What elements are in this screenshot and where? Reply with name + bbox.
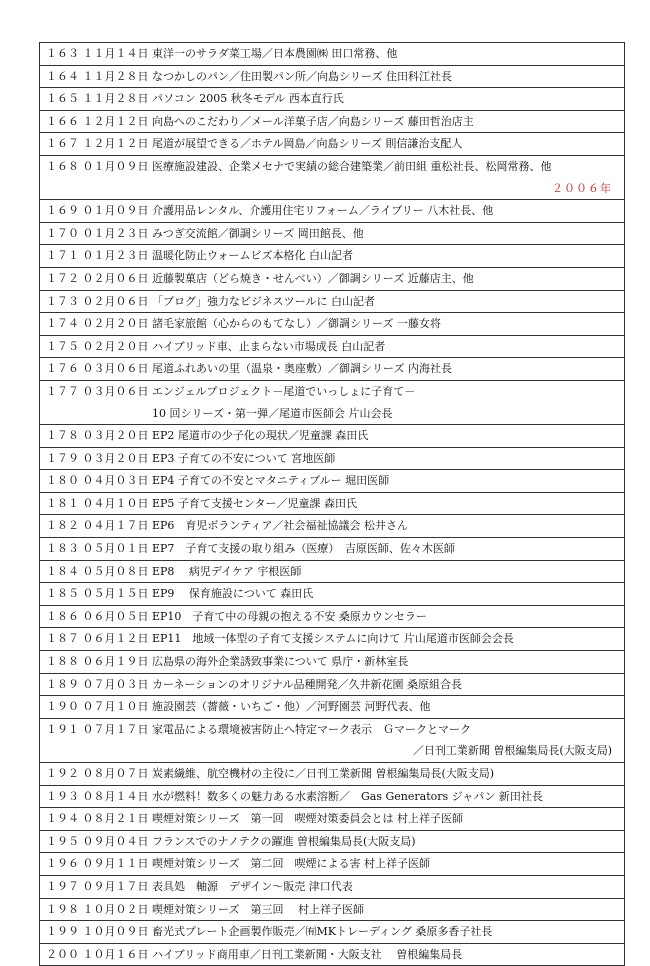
entry-text: 温暖化防止ウォームビズ本格化 白山記者 [152, 249, 354, 263]
table-row [40, 88, 625, 111]
entry-text: 水が燃料！数多くの魅力ある水素溶断／ Gas Generators ジャパン 新田社長 [152, 789, 543, 803]
entry-cell [40, 898, 625, 921]
entry-text: EP10 子育て中の母親の抱える不安 桑原カウンセラー [152, 609, 427, 623]
entry-line [46, 425, 624, 447]
entry-cell [40, 65, 625, 88]
entry-number: １７２ [46, 271, 79, 285]
entry-date: ０３月２０日 [82, 451, 149, 465]
entry-number: １８７ [46, 632, 79, 646]
entry-cell [40, 830, 625, 853]
table-row [40, 380, 625, 424]
table-row [40, 470, 625, 493]
entry-date: ０９月１７日 [82, 879, 149, 893]
entry-number: １７３ [46, 294, 79, 308]
entry-number: １９４ [46, 812, 79, 826]
entry-date: ０６月０５日 [82, 609, 149, 623]
entry-line [46, 358, 624, 380]
entry-cell [40, 470, 625, 493]
entry-line [46, 763, 624, 785]
entry-line [46, 133, 624, 155]
entry-text: なつかしのパン／住田製パン所／向島シリーズ 住田科江社長 [152, 69, 452, 83]
entry-line [46, 921, 624, 943]
entry-date: １１月１４日 [82, 47, 149, 60]
entry-cell [40, 492, 625, 515]
entry-cell [40, 43, 625, 66]
table-row [40, 358, 625, 381]
entry-line [46, 470, 624, 492]
entry-line [46, 448, 624, 470]
table-row [40, 875, 625, 898]
entry-cell [40, 560, 625, 583]
entry-number: ２００ [46, 947, 79, 961]
entry-number: １６４ [46, 69, 79, 83]
entry-cell [40, 222, 625, 245]
entry-number: １７１ [46, 249, 79, 263]
table-row [40, 853, 625, 876]
table-row [40, 267, 625, 290]
entry-line [46, 628, 624, 650]
entry-cell [40, 245, 625, 268]
entry-number: １７４ [46, 317, 79, 331]
entry-date: １１月２８日 [82, 92, 149, 106]
entry-cell [40, 651, 625, 674]
table-row [40, 155, 625, 199]
entry-cell [40, 538, 625, 561]
entry-text: EP9 保育施設について 森田氏 [152, 587, 314, 601]
entry-text: フランスでのナノテクの躍進 曽根編集局長(大阪支局) [152, 834, 416, 848]
entry-date: １０月０２日 [82, 902, 149, 916]
table-row [40, 447, 625, 470]
entry-date: ０８月２１日 [82, 812, 149, 826]
entry-number: １８１ [46, 496, 79, 510]
table-row [40, 65, 625, 88]
entry-text: EP7 子育て支援の取り組み（医療） 吉原医師、佐々木医師 [152, 542, 455, 556]
table-row [40, 492, 625, 515]
entry-cell [40, 853, 625, 876]
entry-text: EP8 病児デイケア 宇根医師 [152, 564, 302, 578]
entry-number: １６７ [46, 137, 79, 151]
table-row [40, 921, 625, 944]
entry-text: 広島県の海外企業誘致事業について 県庁・新林室長 [152, 655, 409, 669]
entry-line [46, 493, 624, 515]
entry-number: １８６ [46, 609, 79, 623]
table-row [40, 696, 625, 719]
entry-line [46, 696, 624, 718]
entry-line [46, 291, 624, 313]
entry-line [46, 674, 624, 696]
entry-line [46, 313, 624, 335]
entry-cell [40, 605, 625, 628]
entry-cell [40, 88, 625, 111]
entry-date: ０３月２０日 [82, 429, 149, 443]
entry-number: １７６ [46, 362, 79, 376]
entry-number: １６９ [46, 204, 79, 218]
entry-line [46, 66, 624, 88]
entry-date: ０３月０６日 [82, 384, 149, 398]
entry-number: １８５ [46, 587, 79, 601]
entry-cell [40, 718, 625, 762]
entry-cell [40, 583, 625, 606]
table-row [40, 43, 625, 66]
entry-date: ０２月０６日 [82, 271, 149, 285]
table-row [40, 605, 625, 628]
table-row [40, 763, 625, 786]
entry-line [46, 381, 624, 403]
table-row [40, 200, 625, 223]
entry-date: ０３月０６日 [82, 362, 149, 376]
table-row [40, 583, 625, 606]
entry-cell [40, 313, 625, 336]
entry-cell [40, 943, 625, 966]
table-row [40, 673, 625, 696]
entry-date: ０８月１４日 [82, 789, 149, 803]
entry-line [46, 831, 624, 853]
entry-text: 表具処 軸源 デザイン～販売 津口代表 [152, 879, 353, 893]
entry-text: ハイブリッド車、止まらない市場成長 白山記者 [152, 339, 386, 353]
entry-cell [40, 921, 625, 944]
entry-text: 家電品による環境被害防止へ特定マーク表示 Ｇマークとマーク [152, 722, 471, 736]
table-row [40, 222, 625, 245]
entry-text: 東洋一のサラダ菜工場／日本農園㈱ 田口常務、他 [152, 47, 398, 60]
entry-text: 「ブログ」強力なビジネスツールに 白山記者 [152, 294, 375, 308]
entry-number: １９７ [46, 879, 79, 893]
entry-cell [40, 628, 625, 651]
entry-cell [40, 673, 625, 696]
entry-line [46, 583, 624, 605]
document-page [39, 42, 625, 966]
entry-text: 喫煙対策シリーズ 第一回 喫煙対策委員会とは 村上祥子医師 [152, 812, 463, 826]
entry-text: 尾道が展望できる／ホテル岡島／向島シリーズ 則信謙治支配人 [152, 137, 463, 151]
entry-text: 介護用品レンタル、介護用住宅リフォーム／ライブリー 八木社長、他 [152, 204, 494, 218]
entry-number: １７７ [46, 384, 79, 398]
entry-date: ０５月０１日 [82, 542, 149, 556]
table-row [40, 425, 625, 448]
entry-text: 諸毛家旅館（心からのもてなし）／御調シリーズ 一藤女将 [152, 317, 441, 331]
entry-number: １９９ [46, 925, 79, 939]
year-marker: ２００６年 [552, 181, 612, 195]
table-row [40, 808, 625, 831]
entry-continuation: ／日刊工業新聞 曽根編集局長(大阪支局) [412, 744, 612, 758]
entry-date: ０４月１７日 [82, 519, 149, 533]
entry-date: ０５月０８日 [82, 564, 149, 578]
entry-date: ０９月０４日 [82, 834, 149, 848]
entry-number: １７９ [46, 451, 79, 465]
table-row [40, 830, 625, 853]
entry-line [46, 111, 624, 133]
entry-text: EP11 地域一体型の子育て支援システムに向けて 片山尾道市医師会会長 [152, 632, 514, 646]
entry-line [46, 561, 624, 583]
entry-number: １６５ [46, 92, 79, 106]
entry-cell [40, 290, 625, 313]
entry-line [46, 606, 624, 628]
entry-cell [40, 155, 625, 199]
entry-date: ０７月０３日 [82, 677, 149, 691]
entry-text: 近藤製菓店（どら焼き・せんべい）／御調シリーズ 近藤店主、他 [152, 271, 474, 285]
table-row [40, 560, 625, 583]
table-row [40, 515, 625, 538]
entry-date: ０６月１２日 [82, 632, 149, 646]
entry-line [46, 268, 624, 290]
entry-line [46, 538, 624, 560]
entry-date: ０７月１７日 [82, 722, 149, 736]
table-row [40, 943, 625, 966]
entry-number: １６６ [46, 114, 79, 128]
entry-cell [40, 133, 625, 156]
entry-text: カーネーションのオリジナル品種開発／久井新花園 桑原組合長 [152, 677, 462, 691]
entry-text: パソコン 2005 秋冬モデル 西本直行氏 [152, 92, 344, 106]
entry-number: １９３ [46, 789, 79, 803]
entry-text: 医療施設建設、企業メセナで実績の総合建築業／前田組 重松社長、松岡常務、他 [152, 159, 552, 173]
entry-number: １７０ [46, 226, 79, 240]
entry-date: ０７月１０日 [82, 700, 149, 714]
table-row [40, 898, 625, 921]
table-row [40, 290, 625, 313]
entry-date: １２月１２日 [82, 137, 149, 151]
entry-line [46, 876, 624, 898]
entry-date: ０６月１９日 [82, 655, 149, 669]
entry-date: ０８月０７日 [82, 767, 149, 780]
entry-cell [40, 110, 625, 133]
entry-date: ０１月２３日 [82, 249, 149, 263]
table-row [40, 785, 625, 808]
entry-date: ０４月１０日 [82, 496, 149, 510]
entry-cell [40, 425, 625, 448]
entry-line [46, 245, 624, 267]
entry-text: 喫煙対策シリーズ 第二回 喫煙による害 村上祥子医師 [152, 857, 430, 871]
entry-line [46, 808, 624, 830]
table-row [40, 335, 625, 358]
entry-date: １０月１６日 [82, 947, 149, 961]
entry-line [46, 88, 624, 110]
entry-text: ハイブリッド商用車／日刊工業新聞・大阪支社 曽根編集局長 [152, 947, 463, 961]
entry-cell [40, 335, 625, 358]
entry-number: １８９ [46, 677, 79, 691]
entry-cell [40, 875, 625, 898]
entry-line [46, 899, 624, 921]
entry-date: ０２月２０日 [82, 317, 149, 331]
table-row [40, 110, 625, 133]
entry-date: ０５月１５日 [82, 587, 149, 601]
entry-cell [40, 515, 625, 538]
entry-text: EP6 育児ボランティア／社会福祉協議会 松井さん [152, 519, 409, 533]
entry-number: １８２ [46, 519, 79, 533]
entry-text: 尾道ふれあいの里（温泉・奥座敷）／御調シリーズ 内海社長 [152, 362, 452, 376]
entry-number: １９６ [46, 857, 79, 871]
entry-date: ０４月０３日 [82, 474, 149, 488]
entry-date: １２月１２日 [82, 114, 149, 128]
entry-text: EP2 尾道市の少子化の現状／児童課 森田氏 [152, 429, 369, 443]
entry-number: １６８ [46, 159, 79, 173]
entry-number: １９０ [46, 700, 79, 714]
entry-number: １７５ [46, 339, 79, 353]
article-log-table [39, 42, 625, 966]
entry-number: １９５ [46, 834, 79, 848]
entry-cell [40, 267, 625, 290]
entry-number: １８４ [46, 564, 79, 578]
entry-date: １１月２８日 [82, 69, 149, 83]
entry-number: １８８ [46, 655, 79, 669]
entry-line [46, 853, 624, 875]
entry-number: １６３ [46, 47, 79, 60]
entry-text: 畜光式プレート企画製作販売／㈲MKトレーディング 桑原多香子社長 [152, 925, 493, 939]
entry-number: １７８ [46, 429, 79, 443]
entry-cell [40, 696, 625, 719]
entry-line [46, 515, 624, 537]
table-row [40, 651, 625, 674]
table-row [40, 718, 625, 762]
table-row [40, 538, 625, 561]
entry-number: １９１ [46, 722, 79, 736]
table-row [40, 133, 625, 156]
entry-date: ０９月１１日 [82, 857, 149, 871]
entry-number: １９２ [46, 767, 79, 780]
table-row [40, 628, 625, 651]
entry-text: みつぎ交流館／御調シリーズ 岡田館長、他 [152, 226, 364, 240]
table-row [40, 313, 625, 336]
table-row [40, 245, 625, 268]
entry-text: 施設園芸（薔薇・いちご・他）／河野園芸 河野代表、他 [152, 700, 431, 714]
entry-text: EP4 子育ての不安とマタニティブルー 堀田医師 [152, 474, 390, 488]
entry-line [46, 336, 624, 358]
entry-date: ０１月２３日 [82, 226, 149, 240]
entry-cell [40, 358, 625, 381]
entry-text: 喫煙対策シリーズ 第三回 村上祥子医師 [152, 902, 364, 916]
entry-cell [40, 785, 625, 808]
entry-cell [40, 380, 625, 424]
entry-line [46, 200, 624, 222]
entry-number: １９８ [46, 902, 79, 916]
entry-text: 向島へのこだわり／メール洋菓子店／向島シリーズ 藤田哲治店主 [152, 114, 474, 128]
entry-line [46, 43, 624, 65]
entry-number: １８３ [46, 542, 79, 556]
entry-date: ０２月２０日 [82, 339, 149, 353]
entry-cell [40, 763, 625, 786]
entry-line [46, 786, 624, 808]
entry-line [46, 944, 624, 966]
entry-cell [40, 447, 625, 470]
entry-line [46, 156, 624, 178]
entry-continuation: 10 回シリーズ・第一弾／尾道市医師会 片山会長 [152, 406, 393, 420]
entry-line [46, 651, 624, 673]
entry-number: １８０ [46, 474, 79, 488]
entry-date: ０１月０９日 [82, 204, 149, 218]
entry-date: １０月０９日 [82, 925, 149, 939]
entry-text: 炭素繊維、航空機材の主役に／日刊工業新聞 曽根編集局長(大阪支局) [152, 767, 495, 780]
entry-line [46, 719, 624, 741]
entry-cell [40, 808, 625, 831]
entry-text: EP5 子育て支援センター／児童課 森田氏 [152, 496, 357, 510]
entry-text: EP3 子育ての不安について 宮地医師 [152, 451, 336, 465]
entry-date: ０１月０９日 [82, 159, 149, 173]
entry-text: エンジェルプロジェクト－尾道でいっしょに子育て－ [152, 384, 416, 398]
entry-cell [40, 200, 625, 223]
entry-date: ０２月０６日 [82, 294, 149, 308]
entry-line [46, 223, 624, 245]
